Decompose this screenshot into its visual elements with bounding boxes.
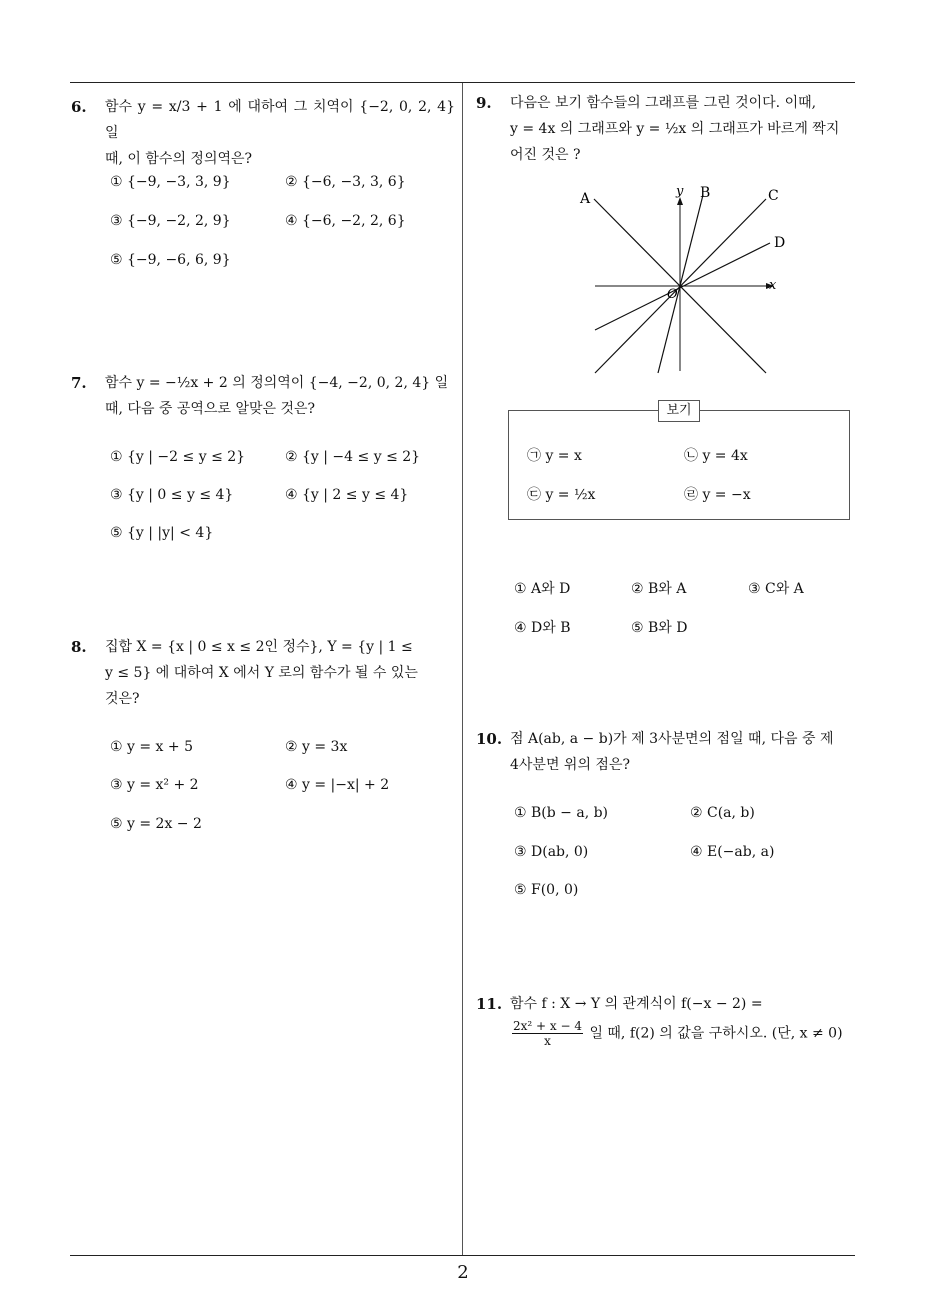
example-box-title: 보기 [658,400,700,422]
question-text-rest: 일 때, f(2) 의 값을 구하시오. (단, x ≠ 0) [589,1025,843,1042]
option-1[interactable]: ① B(b − a, b) [514,805,609,821]
label-x: x [769,278,777,293]
option-4[interactable]: ④ y = |−x| + 2 [285,777,390,793]
line-graph [560,175,800,385]
question-text-line: 함수 y = x/3 + 1 에 대하여 그 치역이 {−2, 0, 2, 4} 일 [105,99,455,141]
question-text-line: 함수 y = −½x + 2 의 정의역이 {−4, −2, 0, 2, 4} 일 [105,375,449,391]
question-text-line: 점 A(ab, a − b)가 제 3사분면의 점일 때, 다음 중 제 [510,731,834,747]
option-4[interactable]: ④ {y | 2 ≤ y ≤ 4} [285,487,409,503]
option-2[interactable]: ② C(a, b) [690,805,755,821]
question-text-line: y ≤ 5} 에 대하여 X 에서 Y 로의 함수가 될 수 있는 [105,665,418,681]
question-number: 8. [71,638,87,656]
question-text-line: 어진 것은 ? [510,147,581,163]
option-1[interactable]: ① y = x + 5 [110,739,193,755]
box-item-3: ㉢ y = ½x [527,487,596,503]
label-d: D [774,235,786,251]
question-6 [71,94,455,172]
bottom-rule [70,1255,855,1256]
question-number: 7. [71,374,87,392]
option-4[interactable]: ④ D와 B [514,620,571,636]
question-text-line: 때, 다음 중 공역으로 알맞은 것은? [105,401,316,417]
option-5[interactable]: ⑤ y = 2x − 2 [110,816,202,832]
option-1[interactable]: ① {−9, −3, 3, 9} [110,174,231,190]
label-origin: O [667,287,678,302]
option-3[interactable]: ③ C와 A [748,581,804,597]
box-item-1: ㉠ y = x [527,448,582,464]
fraction-denominator: x [544,1034,551,1048]
column-divider [462,83,463,1255]
option-5[interactable]: ⑤ {y | |y| < 4} [110,525,214,541]
option-5[interactable]: ⑤ B와 D [631,620,688,636]
option-5[interactable]: ⑤ {−9, −6, 6, 9} [110,252,231,268]
label-y: y [676,184,684,199]
option-1[interactable]: ① A와 D [514,581,571,597]
fraction-numerator: 2x² + x − 4 [513,1019,582,1033]
question-number: 6. [71,98,87,116]
question-number: 11. [476,995,503,1013]
option-5[interactable]: ⑤ F(0, 0) [514,882,579,898]
box-item-2: ㉡ y = 4x [684,448,748,464]
option-2[interactable]: ② B와 A [631,581,687,597]
question-text-line: 집합 X = {x | 0 ≤ x ≤ 2인 정수}, Y = {y | 1 ≤ [105,639,413,655]
option-4[interactable]: ④ {−6, −2, 2, 6} [285,213,406,229]
question-number: 9. [476,94,492,112]
box-item-4: ㉣ y = −x [684,487,751,503]
option-4[interactable]: ④ E(−ab, a) [690,844,775,860]
label-c: C [768,188,779,204]
question-text-line-2 [510,1019,860,1048]
label-b: B [700,185,711,201]
option-3[interactable]: ③ {y | 0 ≤ y ≤ 4} [110,487,234,503]
question-9 [476,90,860,168]
option-3[interactable]: ③ {−9, −2, 2, 9} [110,213,231,229]
question-text-line: y = 4x 의 그래프와 y = ½x 의 그래프가 바르게 짝지 [510,121,840,137]
question-8 [71,634,455,712]
question-7 [71,370,455,422]
question-11 [476,991,860,1048]
fraction [512,1019,583,1048]
option-2[interactable]: ② {y | −4 ≤ y ≤ 2} [285,449,421,465]
question-text-line: 것은? [105,691,140,707]
question-text-line: 4사분면 위의 점은? [510,757,630,773]
question-text-line: 다음은 보기 함수들의 그래프를 그린 것이다. 이때, [510,95,817,111]
option-3[interactable]: ③ y = x² + 2 [110,777,199,793]
option-2[interactable]: ② {−6, −3, 3, 6} [285,174,406,190]
option-3[interactable]: ③ D(ab, 0) [514,844,589,860]
page-number: 2 [457,1262,469,1283]
option-2[interactable]: ② y = 3x [285,739,348,755]
option-1[interactable]: ① {y | −2 ≤ y ≤ 2} [110,449,246,465]
question-10 [476,726,860,778]
question-text-line: 함수 f : X → Y 의 관계식이 f(−x − 2) = [510,996,763,1012]
label-a: A [580,191,591,207]
question-number: 10. [476,730,503,748]
question-text-line: 때, 이 함수의 정의역은? [105,151,253,167]
